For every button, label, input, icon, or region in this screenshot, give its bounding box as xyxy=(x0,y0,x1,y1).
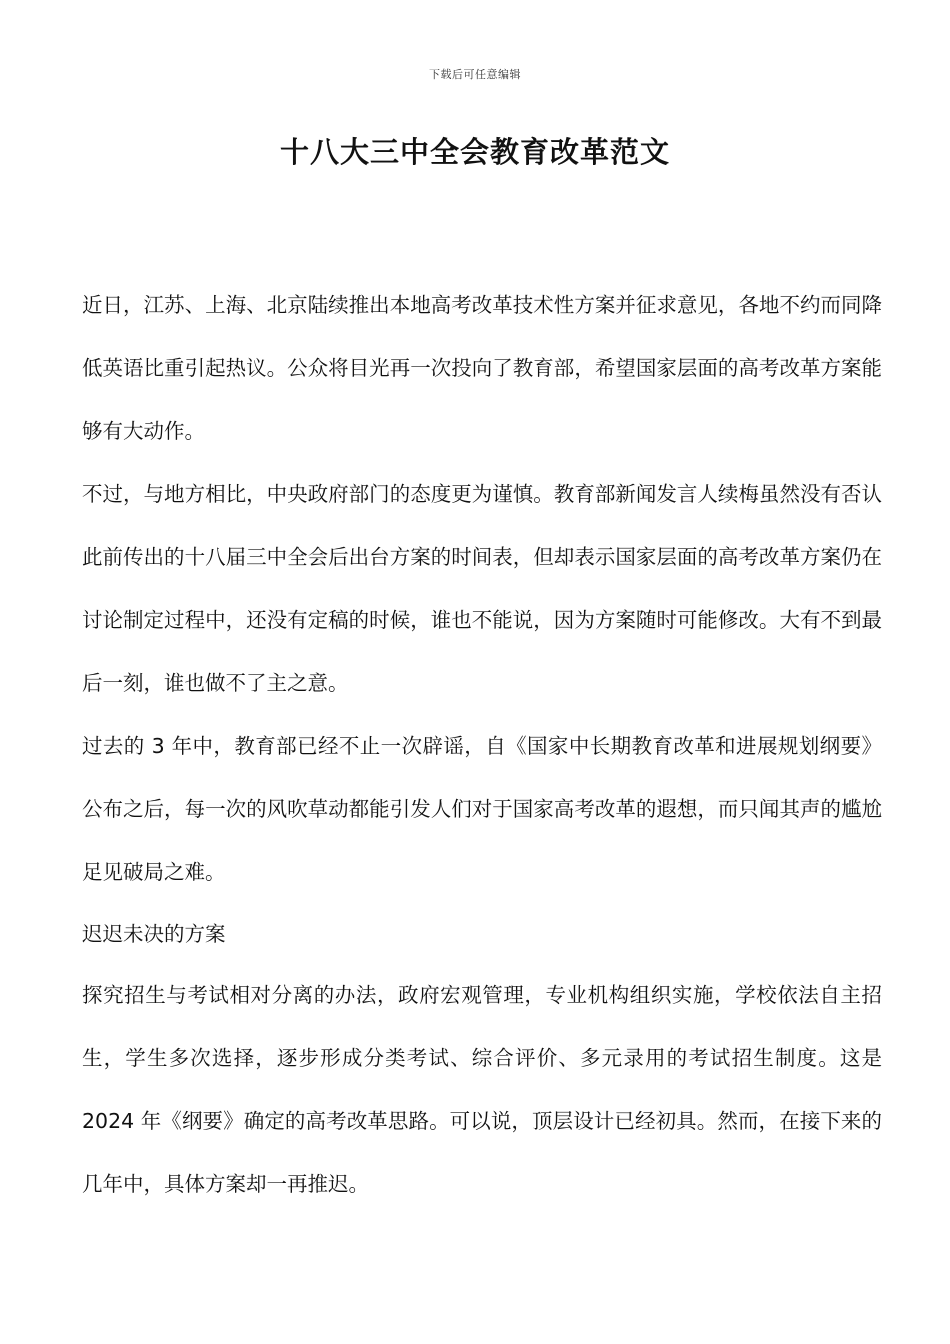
document-body xyxy=(82,274,882,1216)
paragraph-3: 过去的 3 年中，教育部已经不止一次辟谣，自《国家中长期教育改革和进展规划纲要》公布之后，每一次的风吹草动都能引发人们对于国家高考改革的遐想，而只闻其声的尴尬足见破局之难。 xyxy=(82,734,882,884)
paragraph-4: 探究招生与考试相对分离的办法，政府宏观管理，专业机构组织实施，学校依法自主招生，学生多次选择，逐步形成分类考试、综合评价、多元录用的考试招生制度。这是 2024 年《纲要》确定的高考改革思路。可以说，顶层设计已经初具。然而，在接下来的几年中，具体方案却一再推迟。 xyxy=(82,983,882,1196)
section-heading: 迟迟未决的方案 xyxy=(82,922,226,946)
paragraph-2: 不过，与地方相比，中央政府部门的态度更为谨慎。教育部新闻发言人续梅虽然没有否认此前传出的十八届三中全会后出台方案的时间表，但却表示国家层面的高考改革方案仍在讨论制定过程中，还没有定稿的时候，谁也不能说，因为方案随时可能修改。大有不到最后一刻，谁也做不了主之意。 xyxy=(82,482,882,695)
paragraph-1: 近日，江苏、上海、北京陆续推出本地高考改革技术性方案并征求意见，各地不约而同降低英语比重引起热议。公众将目光再一次投向了教育部，希望国家层面的高考改革方案能够有大动作。 xyxy=(82,293,882,443)
header-note: 下载后可任意编辑 xyxy=(429,68,521,81)
document-title: 十八大三中全会教育改革范文 xyxy=(279,135,670,169)
